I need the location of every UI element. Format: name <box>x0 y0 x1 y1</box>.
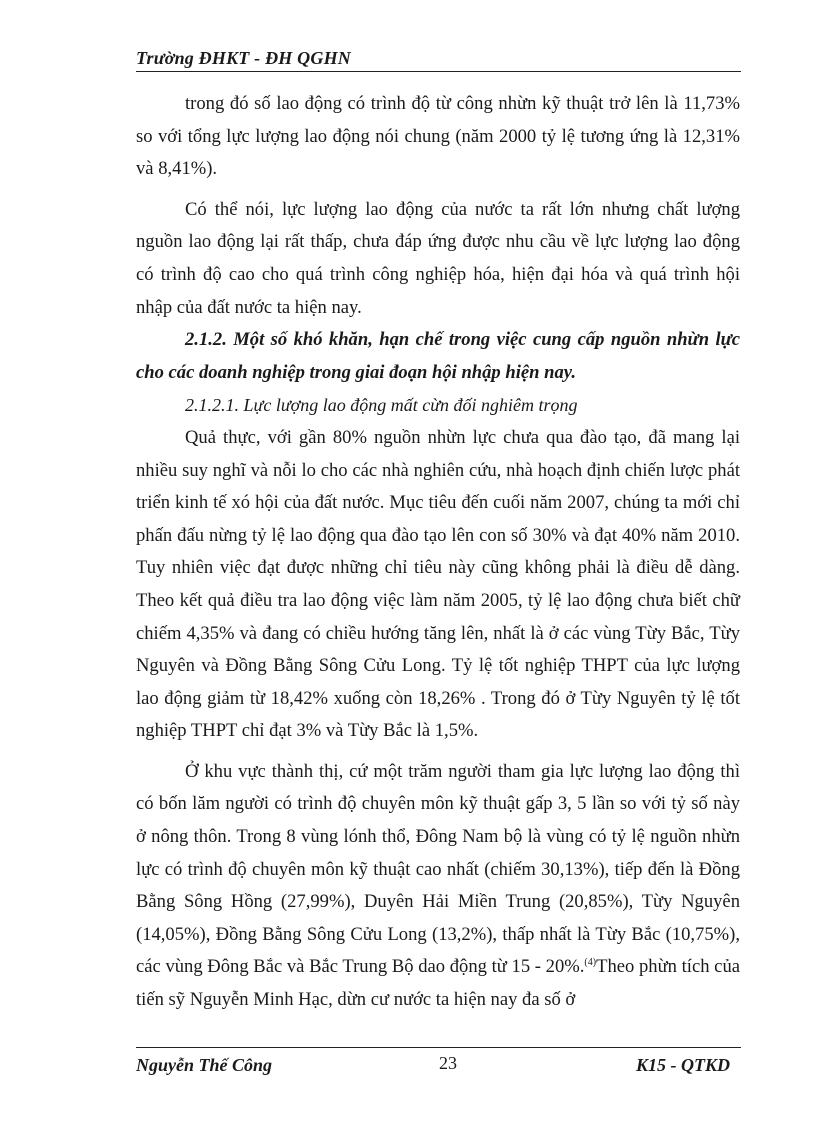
section-heading: 2.1.2. Một số khó khăn, hạn chế trong việc cung cấp nguồn nhừn lực cho các doanh nghiệp trong giai đoạn hội nhập hiện nay. <box>136 329 740 383</box>
header-title: Trường ĐHKT - ĐH QGHN <box>136 48 351 68</box>
header-rule <box>136 71 741 72</box>
footnote-ref: (4) <box>584 957 597 969</box>
body-text <box>136 88 740 1017</box>
page-number: 23 <box>439 1053 457 1073</box>
footer-class-code: K15 - QTKD <box>636 1055 730 1075</box>
footer-author: Nguyễn Thế Công <box>136 1055 273 1075</box>
paragraph-4 <box>136 756 740 1017</box>
paragraph-3: Quả thực, với gần 80% nguồn nhừn lực chưa qua đào tạo, đã mang lại nhiều suy nghĩ và nỗi lo cho các nhà nghiên cứu, nhà hoạch định chiến lược phát triển kinh tế xó hội của đất nước. Mục tiêu đến cuối năm 2007, chúng ta mới chỉ phấn đấu nừng tỷ lệ lao động qua đào tạo lên con số 30% và đạt 40% năm 2010. Tuy nhiên việc đạt được những chỉ tiêu này cũng không phải là điều dễ dàng. Theo kết quả điều tra lao động việc làm năm 2005, tỷ lệ lao động chưa biết chữ chiếm 4,35% và đang có chiều hướng tăng lên, nhất là ở các vùng Từy Bắc, Từy Nguyên và Đồng Bằng Sông Cửu Long. Tỷ lệ tốt nghiệp THPT của lực lượng lao động giảm từ 18,42% xuống còn 18,26% . Trong đó ở Từy Nguyên tỷ lệ tốt nghiệp THPT chỉ đạt 3% và Từy Bắc là 1,5%. <box>136 426 740 742</box>
footer-rule <box>136 1047 741 1048</box>
paragraph-4-text: Ở khu vực thành thị, cứ một trăm người tham gia lực lượng lao động thì có bốn lăm người có trình độ chuyên môn kỹ thuật gấp 3, 5 lần so với tỷ số này ở nông thôn. Trong 8 vùng lónh thổ, Đông Nam bộ là vùng có tỷ lệ nguồn nhừn lực có trình độ chuyên môn kỹ thuật cao nhất (chiếm 30,13%), tiếp đến là Đồng Bằng Sông Hồng (27,99%), Duyên Hải Miền Trung (20,85%), Từy Nguyên (14,05%), Đồng Bằng Sông Cửu Long (13,2%), thấp nhất là Từy Bắc (10,75%), các vùng Đông Bắc và Bắc Trung Bộ dao động từ 15 - 20%. <box>136 760 740 978</box>
paragraph-1: trong đó số lao động có trình độ từ công nhừn kỹ thuật trở lên là 11,73% so với tổng lực lượng lao động nói chung (năm 2000 tỷ lệ tương ứng là 12,31% và 8,41%). <box>136 93 740 180</box>
paragraph-2: Có thể nói, lực lượng lao động của nước ta rất lớn nhưng chất lượng nguồn lao động lại rất thấp, chưa đáp ứng được nhu cầu về lực lượng lao động có trình độ cao cho quá trình công nghiệp hóa, hiện đại hóa và quá trình hội nhập của đất nước ta hiện nay. <box>136 198 740 318</box>
subsection-heading: 2.1.2.1. Lực lượng lao động mất cừn đối nghiêm trọng <box>185 395 578 416</box>
paragraph-4-tail: Theo phừn tích của tiến sỹ Nguyễn Minh Hạc, dừn cư nước ta hiện nay đa số ở <box>136 956 740 1011</box>
